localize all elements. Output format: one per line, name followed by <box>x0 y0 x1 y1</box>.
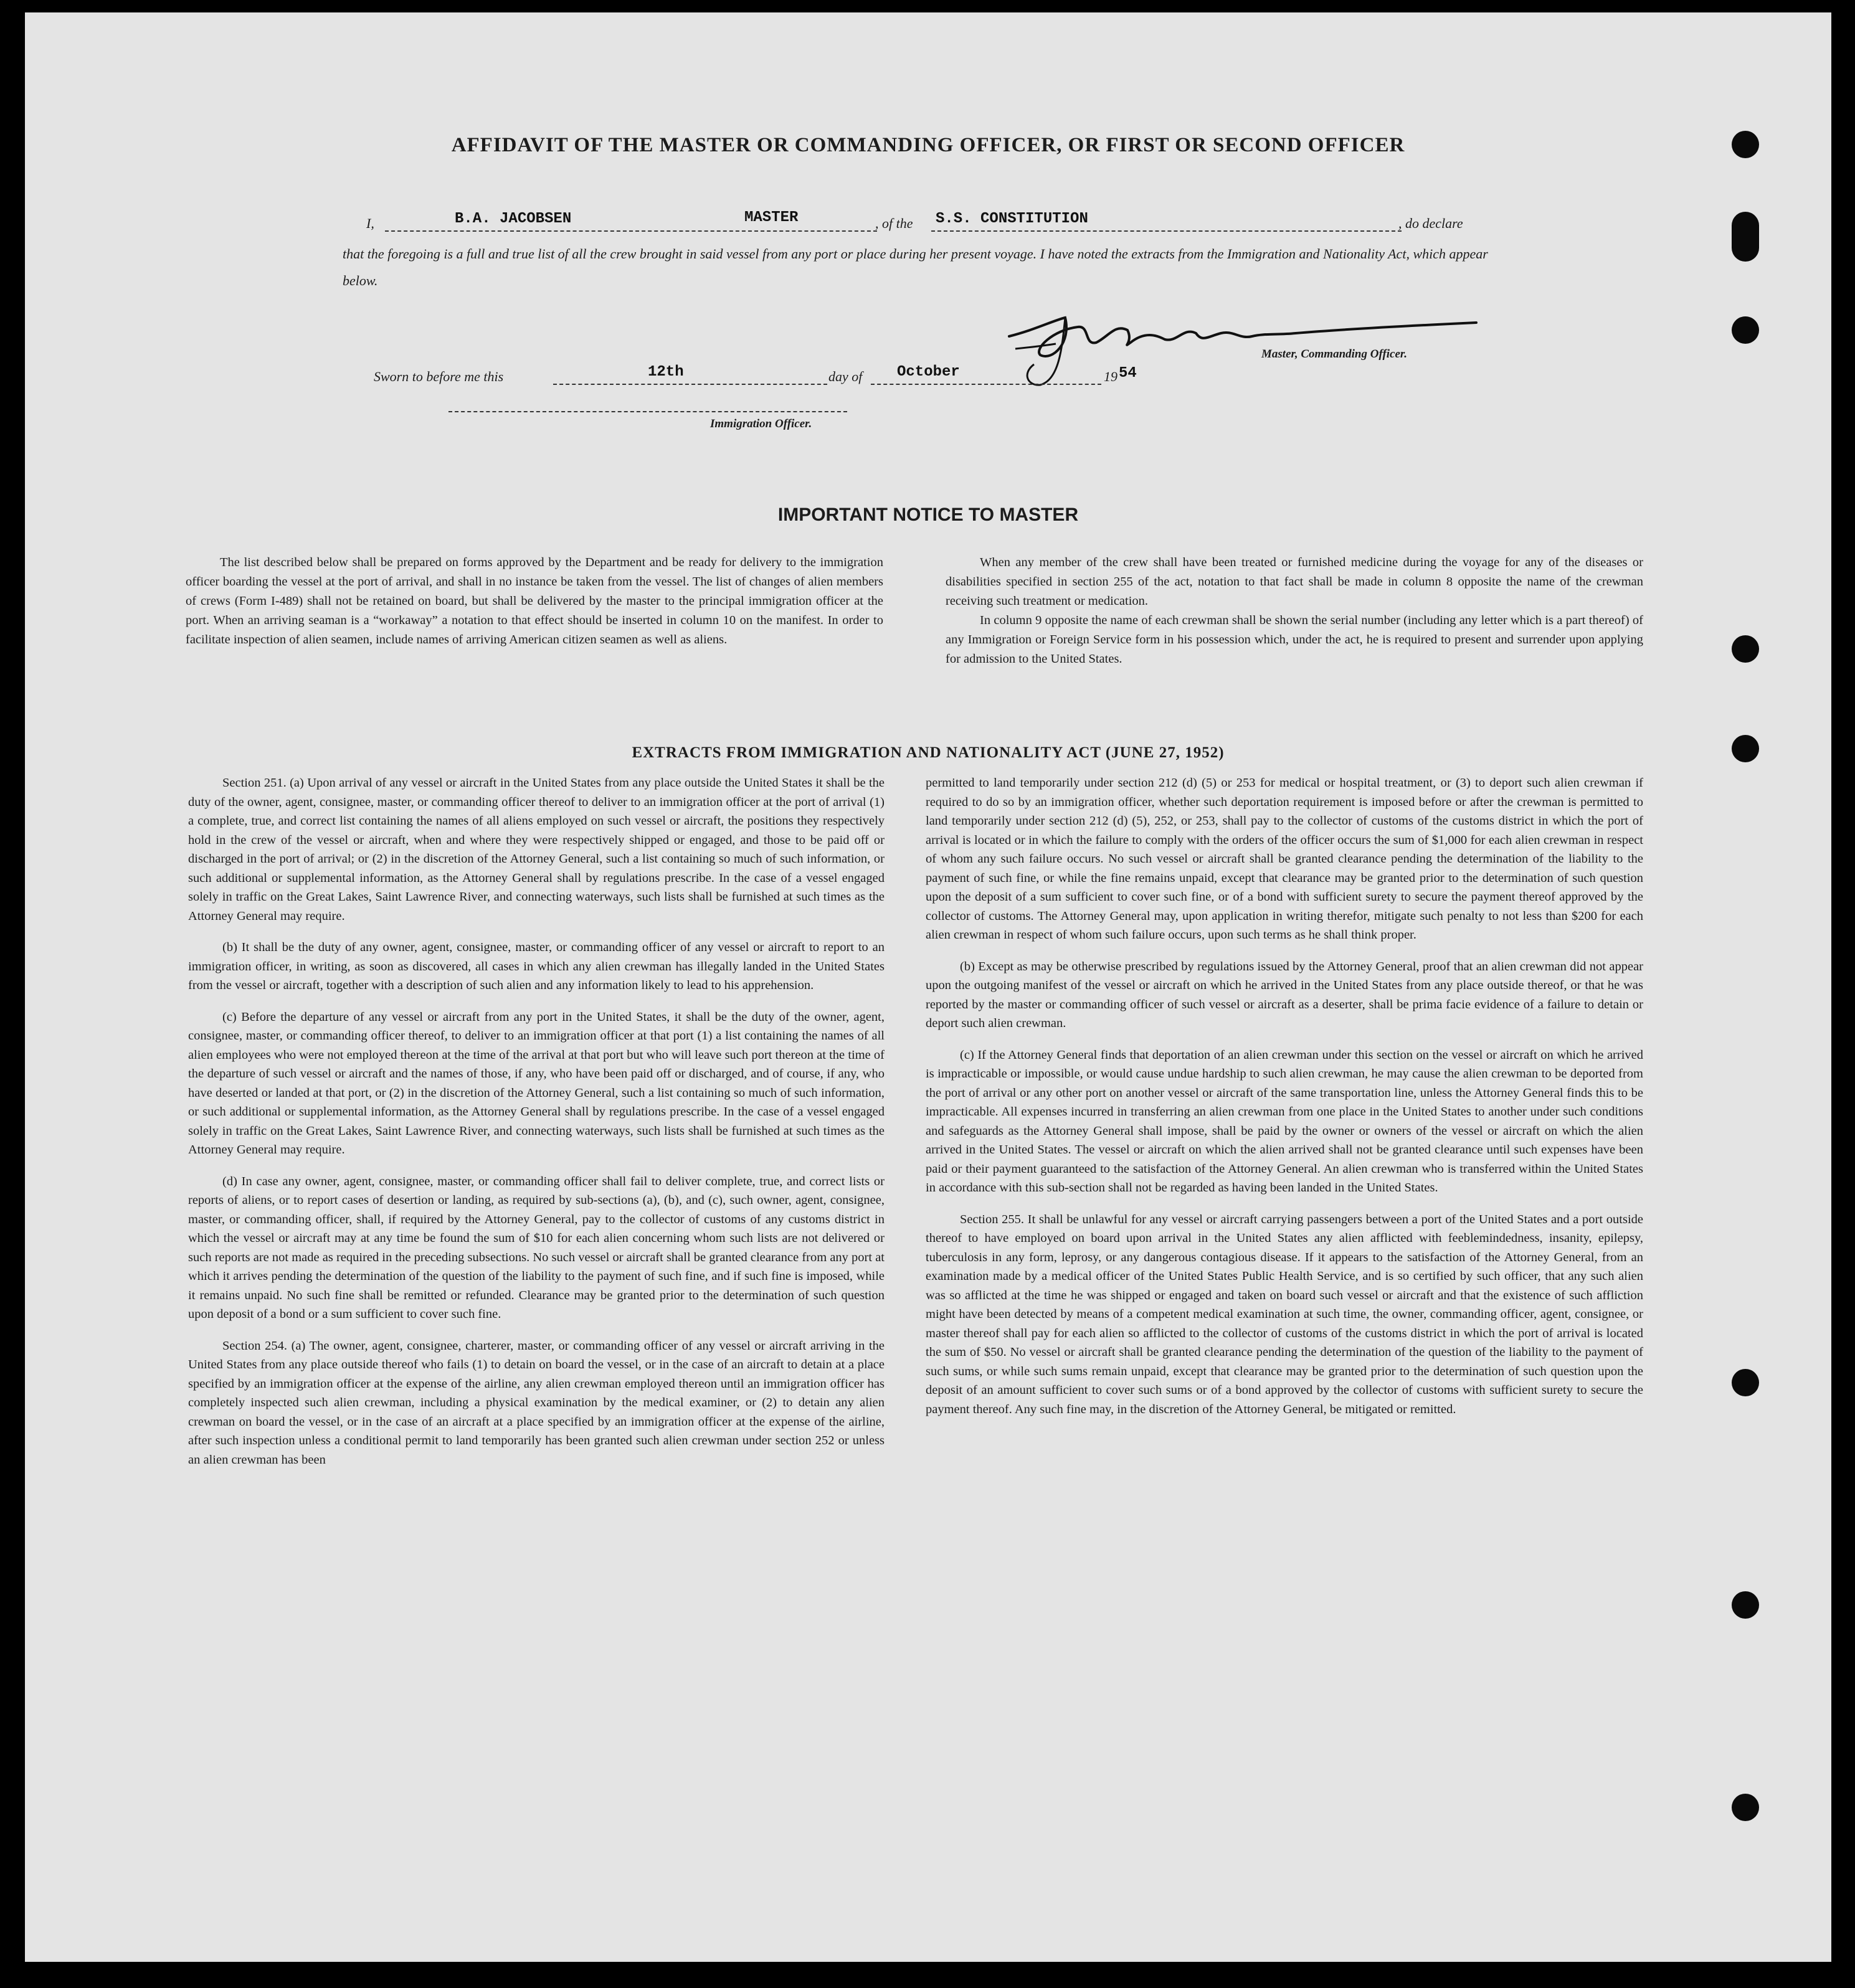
declaration-prefix: I, <box>366 215 374 231</box>
section-254a: Section 254. (a) The owner, agent, consignee, charterer, master, or commanding officer of any vessel or aircraft arriving in the United States from any place outside thereof who fails (1) to detain on board the vessel, or in the case of an aircraft to detain at a place specified by an immigration officer at the expense of the airline, any alien crewman employed thereon until an immigration officer has completely inspected such alien crewman, including a physical examination by the medical examiner, or (2) to detain any alien crewman on board the vessel, or in the case of an aircraft at a place specified by an immigration officer at the expense of the airline, after such inspection unless a conditional permit to land temporarily has been granted such alien crewman under section 252 or unless an alien crewman has been <box>188 1338 885 1467</box>
section-254b: (b) Except as may be otherwise prescribed by regulations issued by the Attorney General, proof that an alien crewman did not appear upon the outgoing manifest of the vessel or aircraft on which he arrived in the United States from any place outside thereof, or that he was reported by the master or commanding officer of such vessel or aircraft as a deserter, shall be prima facie evidence of a failure to detain or deport such alien crewman. <box>926 959 1643 1030</box>
binder-hole <box>1732 212 1759 262</box>
extracts-heading: EXTRACTS FROM IMMIGRATION AND NATIONALITY ACT (JUNE 27, 1952) <box>632 744 1225 761</box>
declaration-body: that the foregoing is a full and true list of all the crew brought in said vessel from any port or place during her present voyage. I have noted the extracts from the Immigration and Nationality Act, which appear below. <box>343 246 1488 288</box>
notice-left-text: The list described below shall be prepared on forms approved by the Department and be ready for delivery to the immigration officer boarding the vessel at the port of arrival, and shall in no instance be taken from the vessel. The list of changes of alien members of crews (Form I-489) shall not be retained on board, but shall be delivered by the master to the principal immigration officer at the port. When an arriving seaman is a “workaway” a notation to that effect should be inserted in column 10 on the manifest. In order to facilitate inspection of alien seamen, include names of arriving American citizen seamen as well as aliens. <box>186 556 883 646</box>
binder-hole <box>1732 316 1759 344</box>
sworn-prefix: Sworn to before me this <box>374 369 504 384</box>
section-254c: (c) If the Attorney General finds that deportation of an alien crewman under this section on the vessel or aircraft on which he arrived is impracticable or impossible, or would cause undue hardship to such alien crewman, he may cause the alien crewman to be deported from the port of arrival or any other port on another vessel or aircraft of the same transportation line, unless the Attorney General finds this to be impracticable. All expenses incurred in transferring an alien crewman from one place in the United States to another under such conditions and safeguards as the Attorney General shall impose, shall be paid by the owner or owners of the vessel or aircraft on which the alien arrived in the United States. The vessel or aircraft on which the alien arrived shall not be granted clearance until such expenses have been paid or their payment guaranteed to the satisfaction of the Attorney General. An alien crewman who is transferred within the United States in accordance with this sub-section shall not be regarded as having been landed in the United States. <box>926 1048 1643 1195</box>
notice-right-text-1: When any member of the crew shall have been treated or furnished medicine during the voyage for any of the diseases or disabilities specified in section 255 of the act, notation to that fact shall be made in column 8 opposite the name of the crewman receiving such treatment or medication. <box>946 556 1643 608</box>
master-signature <box>997 293 1495 386</box>
officer-rule <box>448 411 847 412</box>
year-prefix: 19 <box>1104 369 1117 384</box>
binder-hole <box>1732 635 1759 663</box>
document-page <box>25 12 1831 1962</box>
day-of-text: day of <box>828 369 863 384</box>
officer-caption: Immigration Officer. <box>710 417 812 430</box>
binder-hole <box>1732 1369 1759 1396</box>
master-name: B.A. JACOBSEN <box>455 211 572 227</box>
sworn-month: October <box>897 364 960 381</box>
day-rule <box>553 384 827 385</box>
notice-right-text-2: In column 9 opposite the name of each crewman shall be shown the serial number (including any letter which is a part thereof) of any Immigration or Foreign Service form in his possession which, under the act, he is required to present and surrender upon applying for admission to the United States. <box>946 613 1643 666</box>
sworn-year: 54 <box>1119 365 1137 382</box>
section-251d: (d) In case any owner, agent, consignee, master, or commanding officer shall fail to deliver complete, true, and correct lists or reports of aliens, or to report cases of desertion or landing, as required by sub-sections (a), (b), and (c), such owner, agent, consignee, master, or commanding officer, shall, if required by the Attorney General, pay to the collector of customs of any customs district in which the vessel or aircraft may at any time be found the sum of $10 for each alien concerning whom such lists are not delivered or such reports are not made as required in the preceding subsections. No such vessel or aircraft shall be granted clearance from any port at which it arrives pending the determination of the question of the liability to the payment of such fine, and if such fine is imposed, while it remains unpaid. No such fine shall be remitted or refunded. Clearance may be granted prior to the determination of such question upon deposit of a bond or a sum sufficient to cover such fine. <box>188 1174 885 1321</box>
section-251c: (c) Before the departure of any vessel or aircraft from any port in the United States, it shall be the duty of the owner, agent, consignee, master, or commanding officer thereof, to deliver to an immigration officer at that port (1) a list containing the names of all alien employees who were not employed thereon at the time of the arrival at that port but who will leave such port thereon at the time of the departure of such vessel or aircraft and the names of those, if any, who have been paid off or discharged, and of course, if any, who have deserted or landed at that port, or (2) in the discretion of the Attorney General, such a list containing so much of such information, or such additional or supplemental information, as the Attorney General shall by regulations prescribe. In the case of a vessel engaged solely in traffic on the Great Lakes, Saint Lawrence River, and connecting waterways, such lists shall be furnished at such times as the Attorney General may require. <box>188 1010 885 1157</box>
section-255: Section 255. It shall be unlawful for any vessel or aircraft carrying passengers between a port of the United States and a port outside thereof to have employed on board upon arrival in the United States any alien afflicted with feeblemindedness, insanity, epilepsy, tuberculosis in any form, leprosy, or any dangerous contagious disease. If it appears to the satisfaction of the Attorney General, from an examination made by a medical officer of the United States Public Health Service, and is so certified by such officer, that any such alien was so afflicted at the time he was shipped or engaged and taken on board such vessel or aircraft and that the existence of such affliction might have been detected by means of a competent medical examination at such time, the owner, commanding officer, agent, consignee, or master thereof shall pay for each alien so afflicted to the collector of customs of the customs district in which the port of arrival is located the sum of $50. No vessel or aircraft shall be granted clearance pending the determination of the question of the liability to the payment of such sums, or while such sums remain unpaid, except that clearance may be granted prior to the determination of such question upon the deposit of an amount sufficient to cover such sums or of a bond approved by the collector of customs with sufficient surety to secure the payment thereof. Any such fine may, in the discretion of the Attorney General, be mitigated or remitted. <box>926 1212 1643 1416</box>
month-rule <box>871 384 1101 385</box>
name-rule <box>385 230 877 232</box>
extracts-left-column <box>188 774 885 1482</box>
affidavit-title: AFFIDAVIT OF THE MASTER OR COMMANDING OFFICER, OR FIRST OR SECOND OFFICER <box>451 134 1405 156</box>
vessel-rule <box>931 230 1402 232</box>
section-254a-cont: permitted to land temporarily under section 212 (d) (5) or 253 for medical or hospital treatment, or (3) to deport such alien crewman if required to do so by an immigration officer, whether such deportation requirement is imposed before or after the crewman is permitted to land temporarily under section 212 (d) (5), 252, or 253, shall pay to the collector of customs of the customs district in which the port of arrival is located or in which the failure to comply with the orders of the officer occurs the sum of $1,000 for each alien crewman in respect of whom any such failure occurs. No such vessel or aircraft shall be granted clearance pending the determination of the liability to the payment of such fine, or while the fine remains unpaid, except that clearance may be granted prior to the determination of such question upon the deposit of a sum sufficient to cover such fine, or of a bond with sufficient surety to secure the payment thereof approved by the collector of customs. The Attorney General may, upon application in writing therefor, mitigate such penalty to not less than $200 for each alien crewman in respect of whom such failure occurs, upon such terms as he shall think proper. <box>926 776 1643 942</box>
master-rank: MASTER <box>744 209 799 226</box>
section-251a: Section 251. (a) Upon arrival of any vessel or aircraft in the United States from any place outside the United States it shall be the duty of the owner, agent, consignee, master, or commanding officer thereof to deliver to an immigration officer at the port of arrival (1) a complete, true, and correct list containing the names of all aliens employed on such vessel or aircraft, the positions they respectively hold in the crew of the vessel or aircraft, when and where they were respectively shipped or engaged, and those to be paid off or discharged in the port of arrival; or (2) in the discretion of the Attorney General, such a list containing so much of such information, or such additional or supplemental information, as the Attorney General shall by regulations prescribe. In the case of a vessel engaged solely in traffic on the Great Lakes, Saint Lawrence River, and connecting waterways, such lists shall be furnished at such times as the Attorney General may require. <box>188 776 885 923</box>
section-251b: (b) It shall be the duty of any owner, agent, consignee, master, or commanding officer of any vessel or aircraft to report to an immigration officer, in writing, as soon as discovered, all cases in which any alien crewman has illegally landed in the United States from the vessel or aircraft, together with a description of such alien and any information likely to lead to his apprehension. <box>188 940 885 992</box>
notice-right <box>946 553 1643 669</box>
binder-hole <box>1732 1591 1759 1619</box>
binder-hole <box>1732 1794 1759 1821</box>
signature-caption: Master, Commanding Officer. <box>1261 348 1408 361</box>
notice-left <box>186 553 883 650</box>
sworn-day: 12th <box>648 364 684 381</box>
extracts-right-column <box>926 774 1643 1431</box>
declare-suffix: , do declare <box>1398 215 1463 231</box>
notice-heading: IMPORTANT NOTICE TO MASTER <box>777 504 1079 525</box>
vessel-name: S.S. CONSTITUTION <box>936 211 1088 227</box>
of-the-text: , of the <box>875 215 913 231</box>
